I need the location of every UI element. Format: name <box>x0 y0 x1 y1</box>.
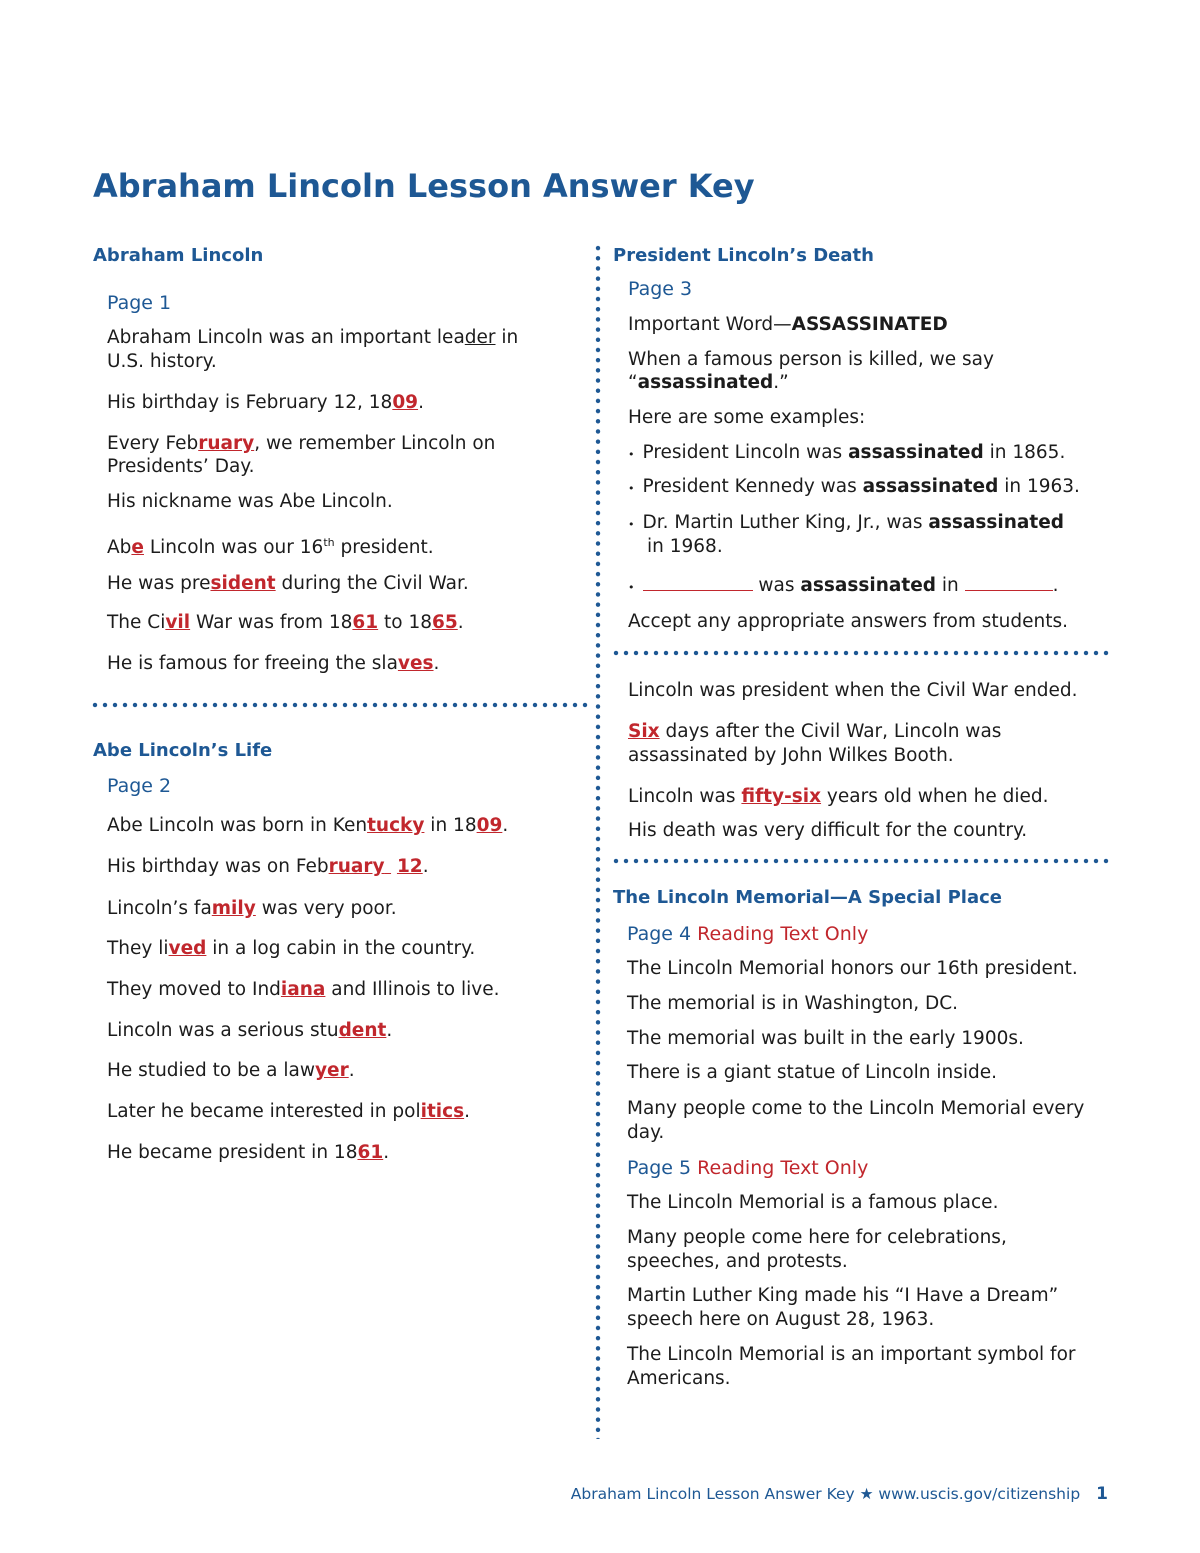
answer-line: Accept any appropriate answers from students. <box>628 611 1069 632</box>
bullet-item: • President Kennedy was assassinated in 1963. <box>628 476 1080 497</box>
text-line: The memorial is in Washington, DC. <box>627 993 959 1014</box>
answer-blank <box>965 574 1053 591</box>
text-line: speech here on August 28, 1963. <box>627 1309 935 1330</box>
text-line: The Lincoln Memorial honors our 16th president. <box>627 958 1078 979</box>
answer-line: Abraham Lincoln was an important leader in <box>107 327 519 348</box>
bullet-item: • President Lincoln was assassinated in 1865. <box>628 442 1066 463</box>
text-line: Martin Luther King made his “I Have a Dream” <box>627 1285 1059 1306</box>
page-label-3: Page 3 <box>628 278 693 300</box>
text-line: Americans. <box>627 1368 731 1389</box>
answer-blank <box>643 574 753 591</box>
text-line: The Lincoln Memorial is a famous place. <box>627 1192 999 1213</box>
answer-line: Later he became interested in politics. <box>107 1101 471 1122</box>
section-heading-lincoln-memorial: The Lincoln Memorial—A Special Place <box>613 887 1002 908</box>
answer-line: assassinated by John Wilkes Booth. <box>628 745 954 766</box>
answer-line: Presidents’ Day. <box>107 456 255 477</box>
answer-line: Lincoln was a serious student. <box>107 1020 393 1041</box>
answer-line: His nickname was Abe Lincoln. <box>107 491 393 512</box>
answer-line: Here are some examples: <box>628 407 866 428</box>
answer-line: His birthday was on February 12. <box>107 856 429 877</box>
page-label-2: Page 2 <box>107 775 172 797</box>
answer-line: He studied to be a lawyer. <box>107 1060 355 1081</box>
answer-line: He is famous for freeing the slaves. <box>107 653 440 674</box>
column-divider <box>595 243 601 1439</box>
page-footer <box>571 1484 1108 1504</box>
text-line: speeches, and protests. <box>627 1251 848 1272</box>
section-heading-abe-lincolns-life: Abe Lincoln’s Life <box>93 740 273 761</box>
answer-line: “assassinated.” <box>628 372 789 393</box>
page-number: 1 <box>1096 1484 1108 1504</box>
answer-line: Six days after the Civil War, Lincoln was <box>628 721 1002 742</box>
text-line: Many people come to the Lincoln Memorial every <box>627 1098 1085 1119</box>
bullet-item: • was assassinated in . <box>628 575 1059 596</box>
answer-line: He was president during the Civil War. <box>107 573 469 594</box>
bullet-item: • Dr. Martin Luther King, Jr., was assassinated <box>628 512 1065 533</box>
answer-line: Abe Lincoln was our 16th president. <box>107 536 434 559</box>
page-label-4: Page 4 Reading Text Only <box>627 923 869 945</box>
text-line: Many people come here for celebrations, <box>627 1227 1007 1248</box>
dotted-divider <box>611 858 1111 864</box>
text-line: There is a giant statue of Lincoln inside. <box>627 1062 998 1083</box>
section-heading-lincolns-death: President Lincoln’s Death <box>613 245 874 266</box>
answer-line: Lincoln was president when the Civil War ended. <box>628 680 1078 701</box>
page-title: Abraham Lincoln Lesson Answer Key <box>93 167 755 205</box>
dotted-divider <box>611 650 1111 656</box>
page-label-1: Page 1 <box>107 292 172 314</box>
page-label-5: Page 5 Reading Text Only <box>627 1157 869 1179</box>
text-line: The Lincoln Memorial is an important symbol for <box>627 1344 1076 1365</box>
answer-line: Abe Lincoln was born in Kentucky in 1809. <box>107 815 509 836</box>
text-line: day. <box>627 1122 665 1143</box>
answer-line: Every February, we remember Lincoln on <box>107 433 496 454</box>
answer-line: When a famous person is killed, we say <box>628 349 994 370</box>
text-line: The memorial was built in the early 1900s. <box>627 1028 1024 1049</box>
answer-line: U.S. history. <box>107 351 217 372</box>
section-heading-abraham-lincoln: Abraham Lincoln <box>93 245 264 266</box>
bullet-item-continuation: in 1968. <box>647 536 723 557</box>
answer-line: Lincoln was fifty-six years old when he died. <box>628 786 1049 807</box>
answer-line: They lived in a log cabin in the country. <box>107 938 476 959</box>
answer-line: Important Word—ASSASSINATED <box>628 314 948 335</box>
answer-line: His birthday is February 12, 1809. <box>107 392 424 413</box>
answer-line: Lincoln’s family was very poor. <box>107 898 397 919</box>
answer-line: He became president in 1861. <box>107 1142 390 1163</box>
answer-line: The Civil War was from 1861 to 1865. <box>107 612 464 633</box>
dotted-divider <box>90 702 590 708</box>
answer-line: His death was very difficult for the country. <box>628 820 1028 841</box>
answer-line: They moved to Indiana and Illinois to live. <box>107 979 500 1000</box>
footer-text: Abraham Lincoln Lesson Answer Key ★ www.uscis.gov/citizenship <box>570 1485 1081 1503</box>
